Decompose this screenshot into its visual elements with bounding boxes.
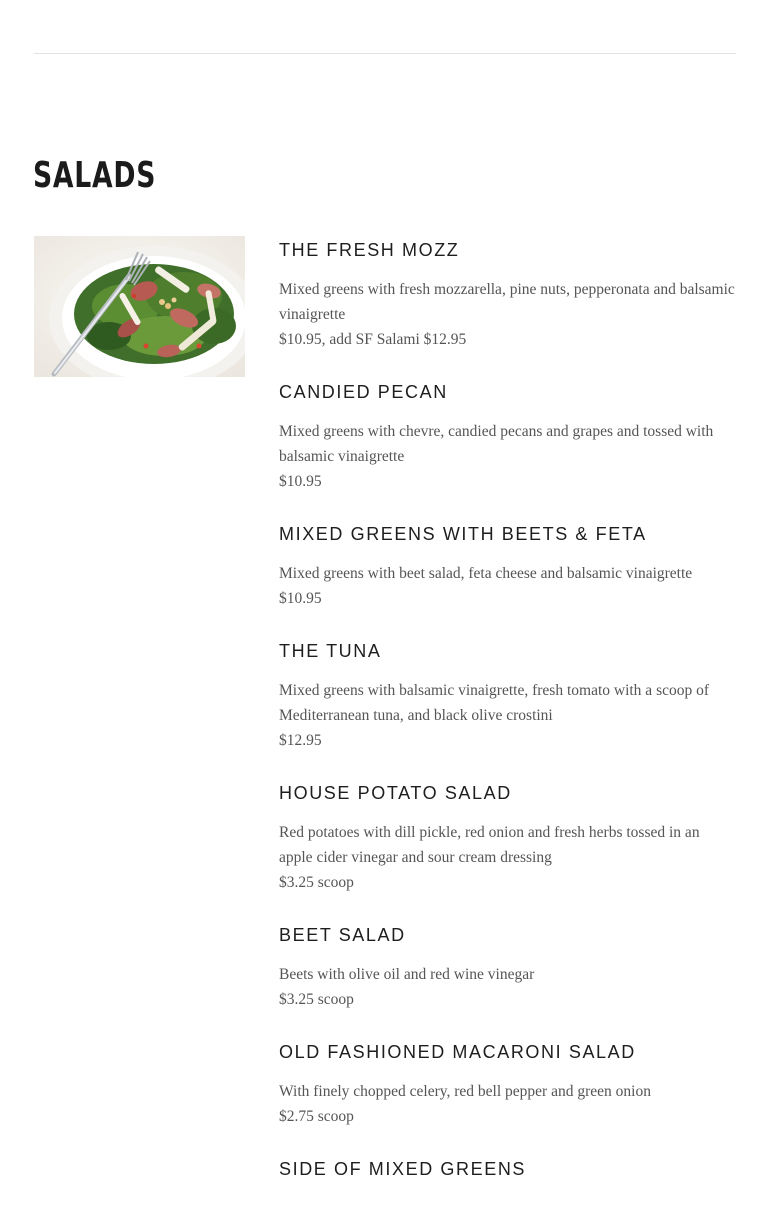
item-description: Mixed greens with chevre, candied pecans and grapes and tossed with balsamic vinaigrette (279, 423, 714, 465)
item-description: Red potatoes with dill pickle, red onion and fresh herbs tossed in an apple cider vinegar and sour cream dressing (279, 824, 700, 866)
menu-item (279, 522, 735, 611)
top-divider (34, 53, 736, 54)
menu-item (279, 923, 735, 1012)
item-price: $10.95 (279, 473, 322, 490)
item-name: SIDE OF MIXED GREENS (279, 1159, 527, 1179)
menu-item (279, 238, 735, 352)
item-name: THE TUNA (279, 641, 382, 661)
menu-item-list (279, 238, 735, 1209)
item-description: Mixed greens with fresh mozzarella, pine nuts, pepperonata and balsamic vinaigrette (279, 281, 735, 323)
item-price: $3.25 scoop (279, 874, 354, 891)
item-name: THE FRESH MOZZ (279, 240, 460, 260)
section-title: SALADS (33, 155, 157, 196)
menu-item (279, 1040, 735, 1129)
item-name: HOUSE POTATO SALAD (279, 783, 512, 803)
item-description: Mixed greens with beet salad, feta cheese and balsamic vinaigrette (279, 565, 693, 582)
item-name: OLD FASHIONED MACARONI SALAD (279, 1042, 636, 1062)
item-description: Beets with olive oil and red wine vinegar (279, 966, 535, 983)
menu-item (279, 639, 735, 753)
menu-item (279, 380, 735, 494)
item-price: $10.95, add SF Salami $12.95 (279, 331, 467, 348)
salad-photo (34, 236, 245, 377)
item-description: With finely chopped celery, red bell pepper and green onion (279, 1083, 651, 1100)
item-name: BEET SALAD (279, 925, 406, 945)
item-price: $3.25 scoop (279, 991, 354, 1008)
menu-item (279, 781, 735, 895)
item-price: $2.75 scoop (279, 1108, 354, 1125)
salad-image (34, 236, 245, 377)
item-price: $12.95 (279, 732, 322, 749)
item-name: MIXED GREENS WITH BEETS & FETA (279, 524, 647, 544)
item-price: $10.95 (279, 590, 322, 607)
item-description: Mixed greens with balsamic vinaigrette, fresh tomato with a scoop of Mediterranean tuna, and black olive crostini (279, 682, 710, 724)
menu-item (279, 1157, 735, 1181)
item-name: CANDIED PECAN (279, 382, 448, 402)
